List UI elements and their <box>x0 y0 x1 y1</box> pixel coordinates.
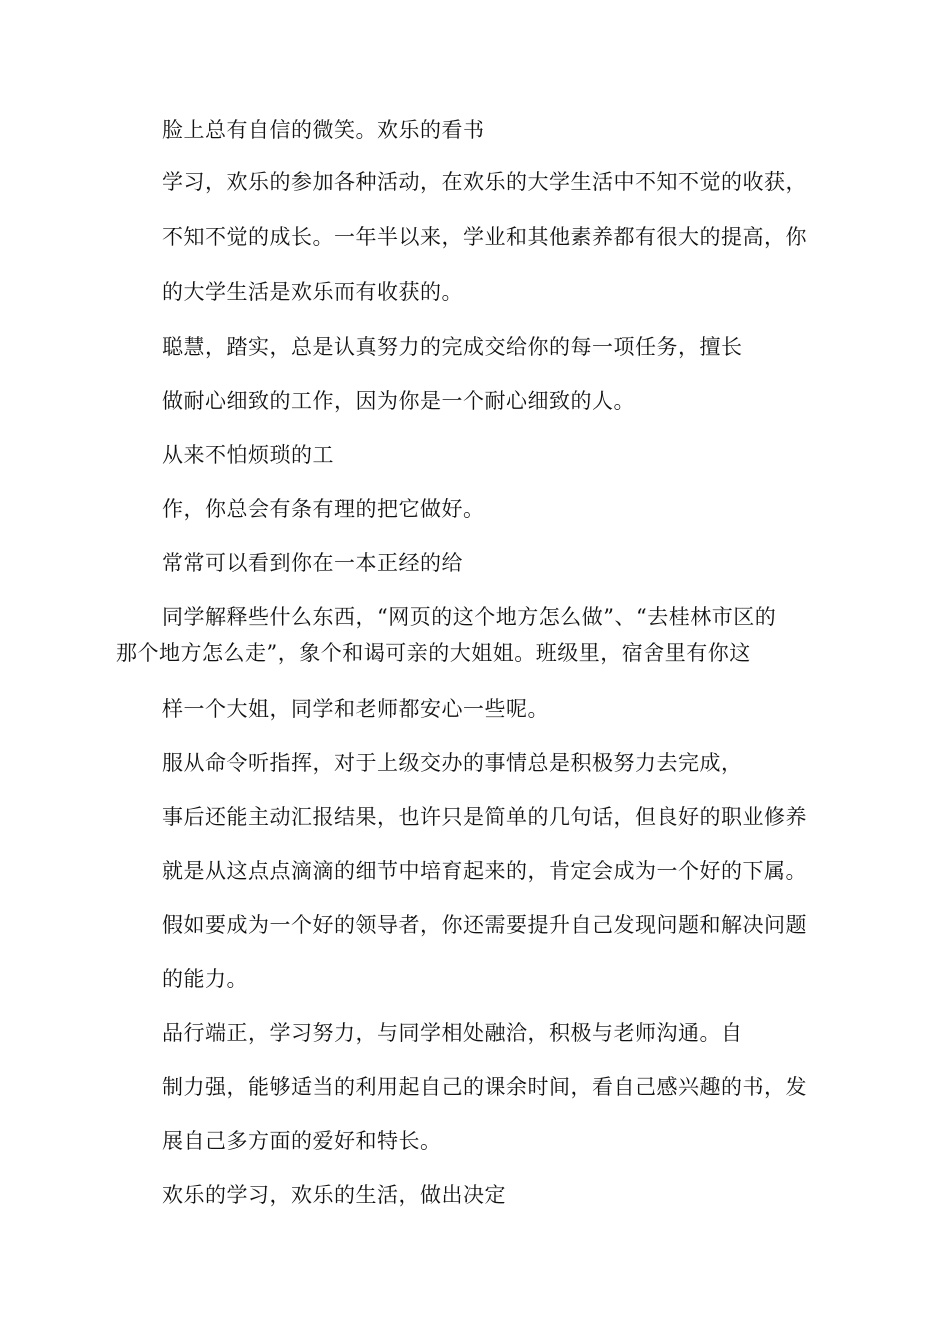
text-line: 展自己多方面的爱好和特长。 <box>162 1129 442 1153</box>
text-line: 从来不怕烦琐的工 <box>162 443 334 467</box>
text-line: 作，你总会有条有理的把它做好。 <box>162 497 485 521</box>
text-line: 的大学生活是欢乐而有收获的。 <box>162 280 463 304</box>
text-line: 假如要成为一个好的领导者，你还需要提升自己发现问题和解决问题 <box>162 913 807 937</box>
text-line: 样一个大姐，同学和老师都安心一些呢。 <box>162 697 549 721</box>
text-line: 脸上总有自信的微笑。欢乐的看书 <box>162 118 485 142</box>
text-line: 同学解释些什么东西，“网页的这个地方怎么做”、“去桂林市区的 <box>162 605 777 629</box>
text-line: 做耐心细致的工作，因为你是一个耐心细致的人。 <box>162 389 635 413</box>
text-line: 制力强，能够适当的利用起自己的课余时间，看自己感兴趣的书，发 <box>162 1075 807 1099</box>
text-line: 的能力。 <box>162 967 248 991</box>
text-line: 学习，欢乐的参加各种活动，在欢乐的大学生活中不知不觉的收获， <box>162 170 807 194</box>
text-line: 欢乐的学习，欢乐的生活，做出决定 <box>162 1183 506 1207</box>
text-line: 聪慧，踏实，总是认真努力的完成交给你的每一项任务，擅长 <box>162 335 743 359</box>
text-line: 事后还能主动汇报结果，也许只是简单的几句话，但良好的职业修养 <box>162 805 807 829</box>
text-line: 不知不觉的成长。一年半以来，学业和其他素养都有很大的提高，你 <box>162 225 807 249</box>
text-line: 品行端正，学习努力，与同学相处融洽，积极与老师沟通。自 <box>162 1021 743 1045</box>
text-line: 服从命令听指挥，对于上级交办的事情总是积极努力去完成， <box>162 751 743 775</box>
text-line: 就是从这点点滴滴的细节中培育起来的，肯定会成为一个好的下属。 <box>162 859 807 883</box>
text-line: 那个地方怎么走”，象个和谒可亲的大姐姐。班级里，宿舍里有你这 <box>116 641 751 665</box>
text-line: 常常可以看到你在一本正经的给 <box>162 551 463 575</box>
